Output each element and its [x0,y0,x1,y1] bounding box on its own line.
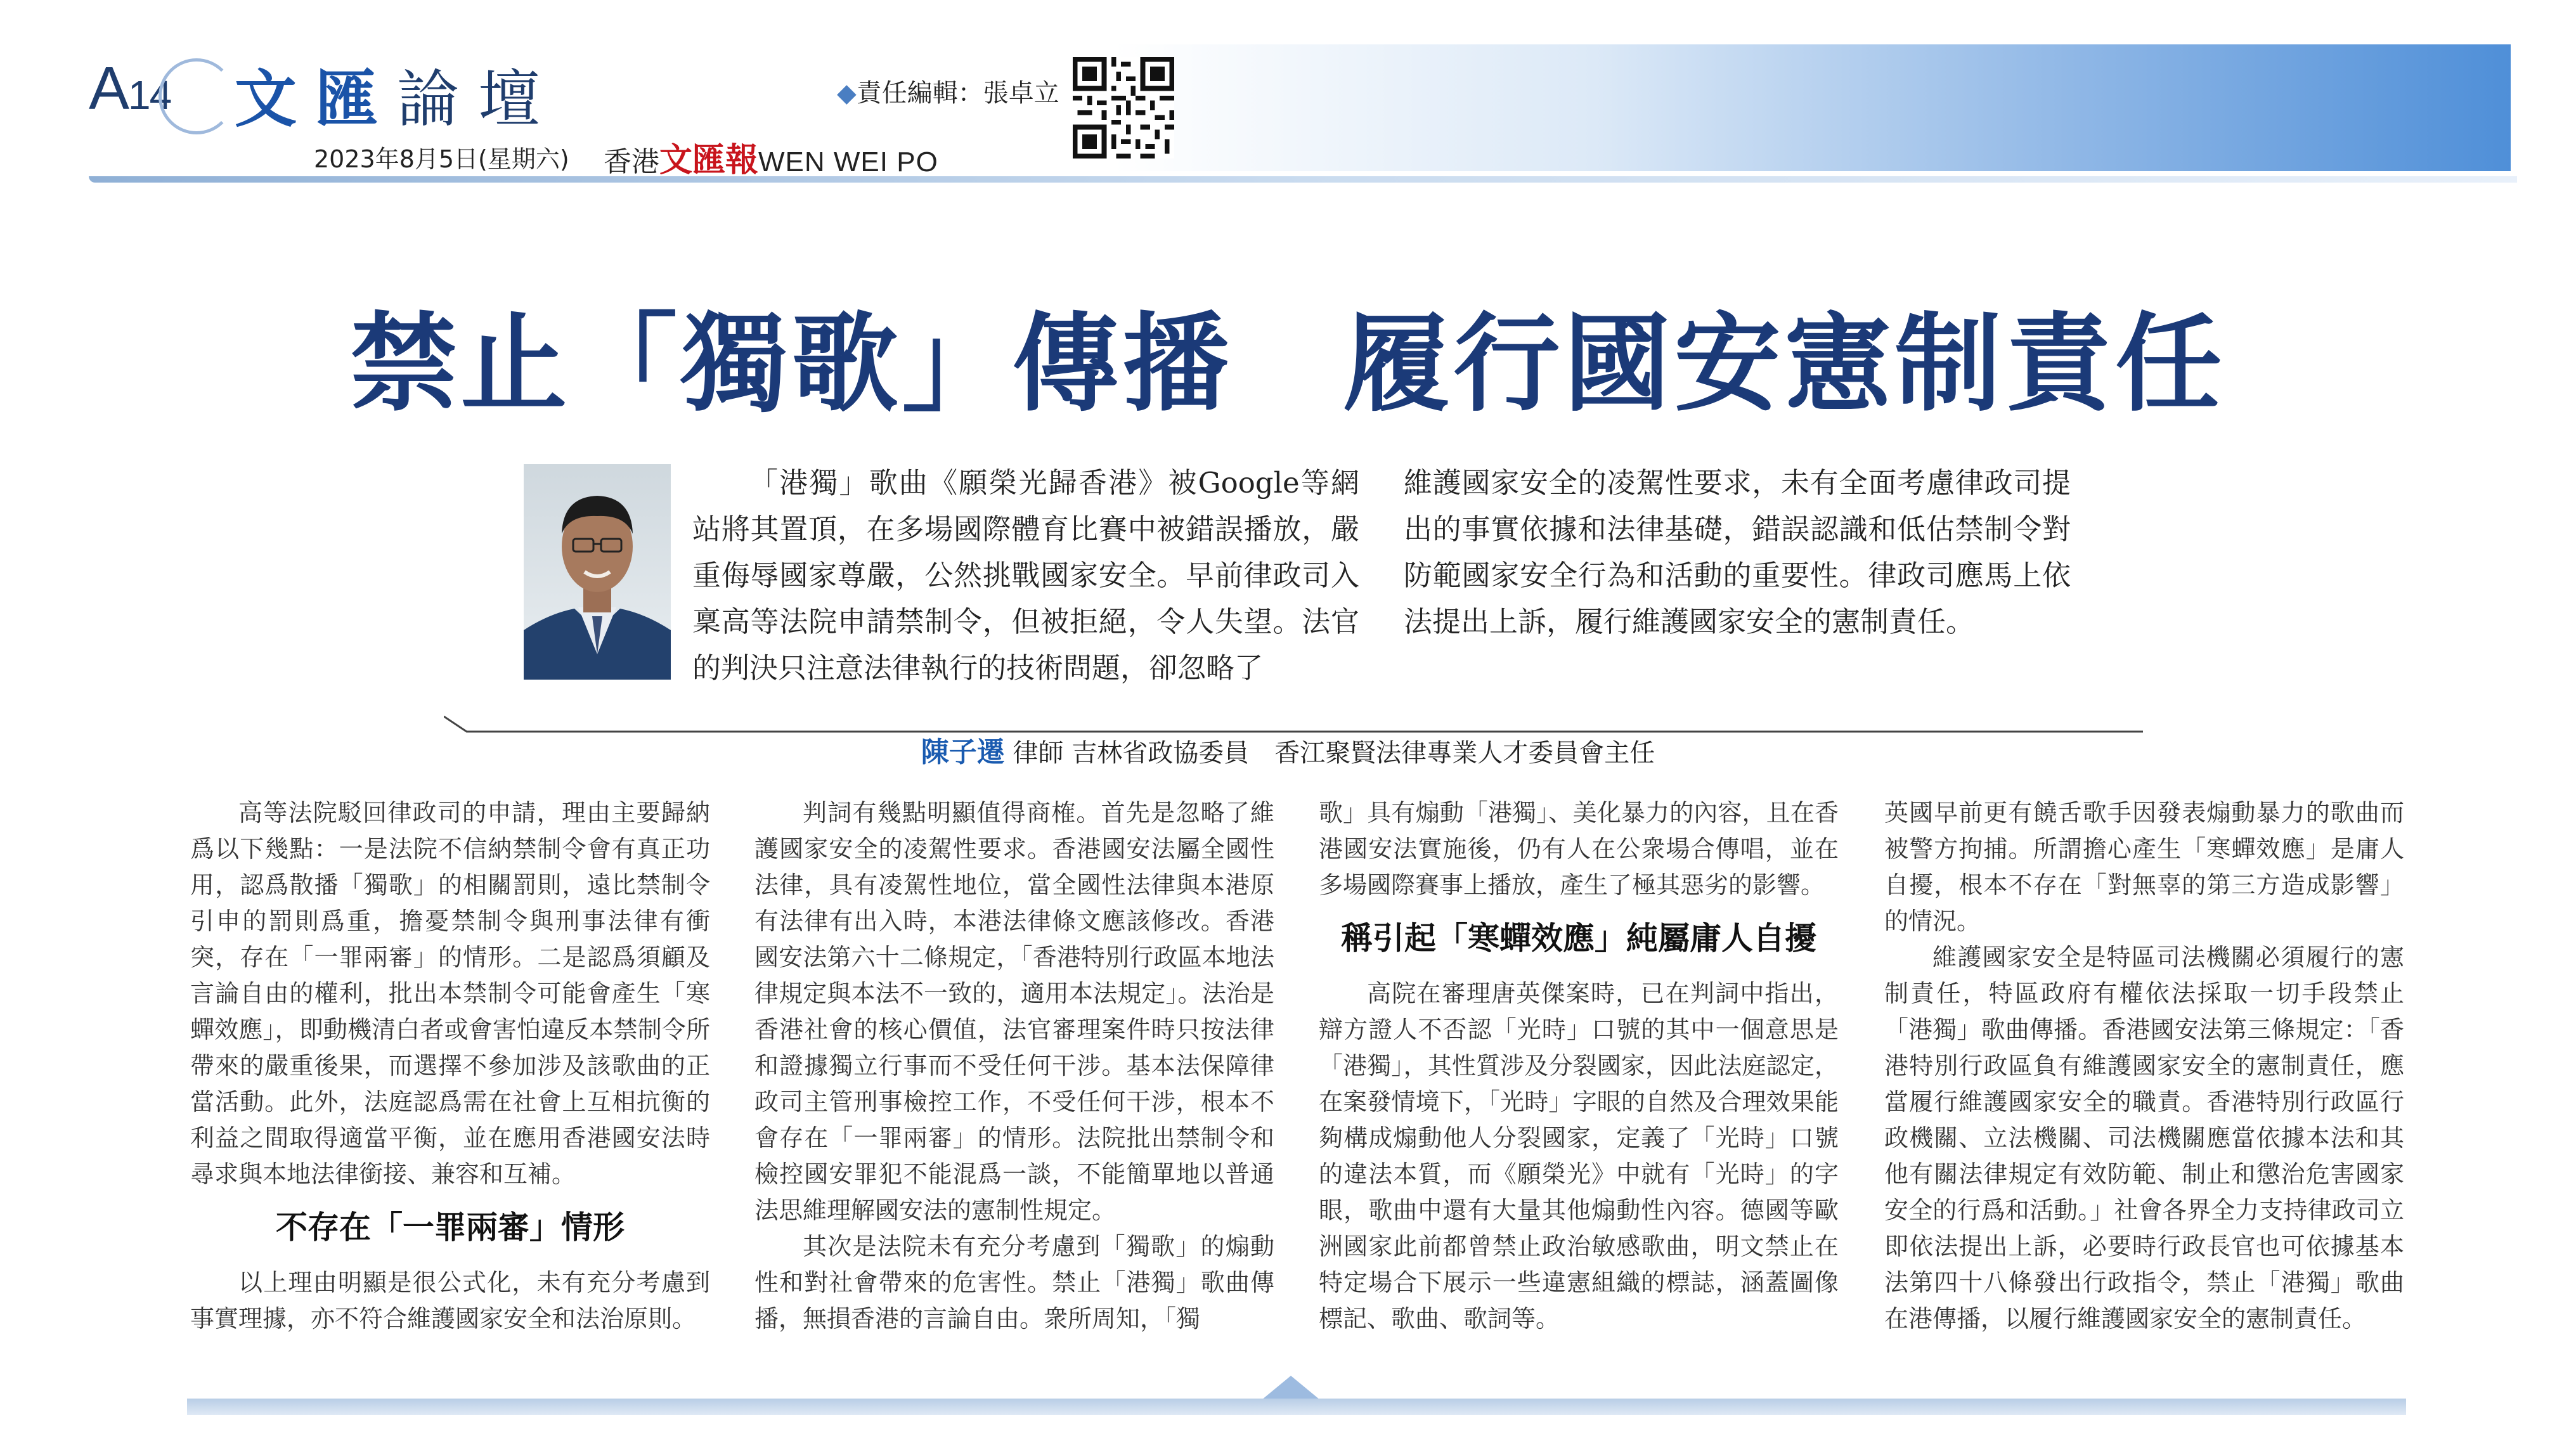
body-column-4 [1884,795,2404,1337]
headline: 禁止「獨歌」傳播 履行國安憲制責任 [350,301,2226,426]
subheading: 稱引起「寒蟬效應」純屬庸人自擾 [1341,920,1816,957]
page-digits: 14 [128,72,171,118]
paragraph: 判詞有幾點明顯值得商榷。首先是忽略了維護國家安全的凌駕性要求。香港國安法屬全國性法律，具有凌駕性地位，當全國性法律與本港原有法律有出入時，本港法律條文應該修改。香港國安法第六十二條規定，「香港特別行政區本地法律規定與本法不一致的，適用本法規定」。法治是香港社會的核心價值，法官審理案件時只按法律和證據獨立行事而不受任何干涉。基本法保障律政司主管刑事檢控工作，不受任何干涉，根本不會存在「一罪兩審」的情形。法院批出禁制令和檢控國安罪犯不能混爲一談，不能簡單地以普通法思維理解國安法的憲制性規定。 [754,799,1274,1224]
paragraph: 維護國家安全是特區司法機關必須履行的憲制責任，特區政府有權依法採取一切手段禁止「港獨」歌曲傳播。香港國安法第三條規定：「香港特別行政區負有維護國家安全的憲制責任，應當履行維護國家安全的職責。香港特別行政區行政機關、立法機關、司法機關應當依據本法和其他有關法律規定有效防範、制止和懲治危害國家安全的行爲和活動。」社會各界全力支持律政司立即依法提出上訴，必要時行政長官也可依據基本法第四十八條發出行政指令，禁止「港獨」歌曲在港傳播，以履行維護國家安全的憲制責任。 [1884,943,2404,1333]
page-letter: A [89,55,129,122]
paragraph: 高院在審理唐英傑案時，已在判詞中指出，辯方證人不否認「光時」口號的其中一個意思是「港獨」，其性質涉及分裂國家，因此法庭認定，在案發情境下，「光時」字眼的自然及合理效果能夠構成煽動他人分裂國家，定義了「光時」口號的違法本質，而《願榮光》中就有「光時」的字眼，歌曲中還有大量其他煽動性內容。德國等歐洲國家此前都曾禁止政治敏感歌曲，明文禁止在特定場合下展示一些違憲組織的標誌，涵蓋圖像標記、歌曲、歌詞等。 [1319,979,1839,1333]
byline [0,729,2576,770]
lead-column-2: 維護國家安全的凌駕性要求，未有全面考慮律政司提出的事實依據和法律基礎，錯誤認識和低估禁制令對防範國家安全行為和活動的重要性。律政司應馬上依法提出上訴，履行維護國家安全的憲制責任。 [1404,466,2071,638]
issue-date: 2023年8月5日(星期六) [314,145,569,173]
paragraph: 高等法院駁回律政司的申請，理由主要歸納爲以下幾點：一是法院不信納禁制令會有真正功用，認爲散播「獨歌」的相關罰則，遠比禁制令引申的罰則爲重，擔憂禁制令與刑事法律有衝突，存在「一罪兩審」的情形。二是認爲須顧及言論自由的權利，批出本禁制令可能會產生「寒蟬效應」，即動機清白者或會害怕違反本禁制令所帶來的嚴重後果，而選擇不參加涉及該歌曲的正當活動。此外，法庭認爲需在社會上互相抗衡的利益之間取得適當平衡，並在應用香港國安法時尋求與本地法律銜接、兼容和互補。 [190,799,710,1188]
qr-code-icon[interactable] [1073,57,1174,158]
paragraph: 英國早前更有饒舌歌手因發表煽動暴力的歌曲而被警方拘捕。所謂擔心產生「寒蟬效應」是庸人自擾，根本不存在「對無辜的第三方造成影響」的情況。 [1884,799,2404,935]
brand-name: 文匯 [235,63,398,136]
body-column-3 [1319,795,1839,1337]
paper-logo: 文匯報 [659,141,759,179]
paper-city: 香港 [604,146,659,178]
body-column-1 [190,795,710,1337]
section-name: 論壇 [397,63,560,136]
author-title: 律師 吉林省政協委員 香江聚賢法律專業人才委員會主任 [1013,739,1655,768]
paragraph: 以上理由明顯是很公式化，未有充分考慮到事實理據，亦不符合維護國家安全和法治原則。 [190,1269,710,1333]
subheading: 不存在「一罪兩審」情形 [276,1209,625,1246]
page-number [89,54,171,124]
section-masthead [235,49,559,139]
editor-credit [837,73,1059,109]
paper-name [604,133,938,181]
editor-name: 責任編輯：張卓立 [856,79,1059,108]
diamond-icon: ◆ [837,79,857,108]
author-portrait [524,464,671,680]
page-ring-decoration [159,58,235,134]
author-name: 陳子遷 [921,736,1005,768]
paragraph: 歌」具有煽動「港獨」、美化暴力的內容，且在香港國安法實施後，仍有人在公衆場合傳唱，並在多場國際賽事上播放，產生了極其惡劣的影響。 [1319,799,1839,899]
paper-english-name: WEN WEI PO [758,146,938,178]
footer-rule [187,1399,2406,1415]
lead-column-1: 「港獨」歌曲《願榮光歸香港》被Google等網站將其置頂，在多場國際體育比賽中被錯誤播放，嚴重侮辱國家尊嚴，公然挑戰國家安全。早前律政司入稟高等法院申請禁制令，但被拒絕，令人失望。法官的判決只注意法律執行的技術問題，卻忽略了 [692,466,1359,685]
paragraph: 其次是法院未有充分考慮到「獨歌」的煽動性和對社會帶來的危害性。禁止「港獨」歌曲傳播，無損香港的言論自由。衆所周知，「獨 [754,1232,1274,1333]
header-rule [89,176,2517,183]
footer-triangle [1262,1376,1320,1400]
body-column-2 [754,795,1274,1337]
